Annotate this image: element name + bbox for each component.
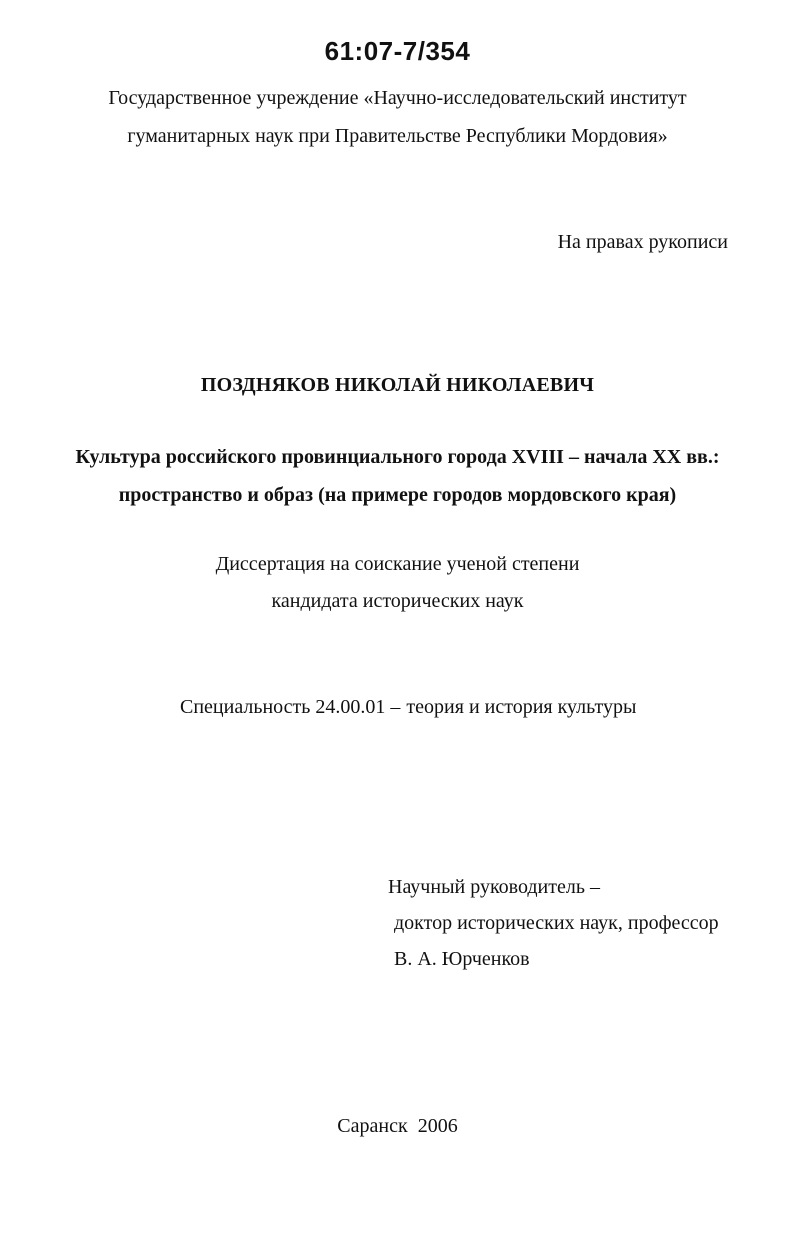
dissertation-title-line-1: Культура российского провинциального города XVIII – начала XX вв.:	[75, 446, 720, 468]
degree-line-2: кандидата исторических наук	[271, 590, 524, 612]
advisor-role: Научный руководитель –	[388, 876, 600, 898]
rights-note: На правах рукописи	[557, 231, 728, 253]
specialty-value: теория и история культуры	[406, 696, 637, 718]
place-year-text: Саранск 2006	[337, 1115, 458, 1137]
specialty	[180, 696, 636, 719]
specialty-label: Специальность 24.00.01 –	[180, 696, 401, 718]
institution-line-2: гуманитарных наук при Правительстве Республики Мордовия»	[127, 125, 668, 147]
dissertation-title-line-2: пространство и образ (на примере городов мордовского края)	[118, 484, 677, 506]
catalog-number: 61:07-7/354	[324, 36, 471, 66]
advisor-credentials: доктор исторических наук, профессор	[394, 912, 719, 934]
author-name: ПОЗДНЯКОВ НИКОЛАЙ НИКОЛАЕВИЧ	[200, 374, 595, 396]
institution-line-1: Государственное учреждение «Научно-исследовательский институт	[108, 87, 687, 109]
place-and-year	[0, 1115, 795, 1138]
degree-line-1: Диссертация на соискание ученой степени	[215, 553, 580, 575]
advisor-name: В. А. Юрченков	[394, 948, 530, 970]
